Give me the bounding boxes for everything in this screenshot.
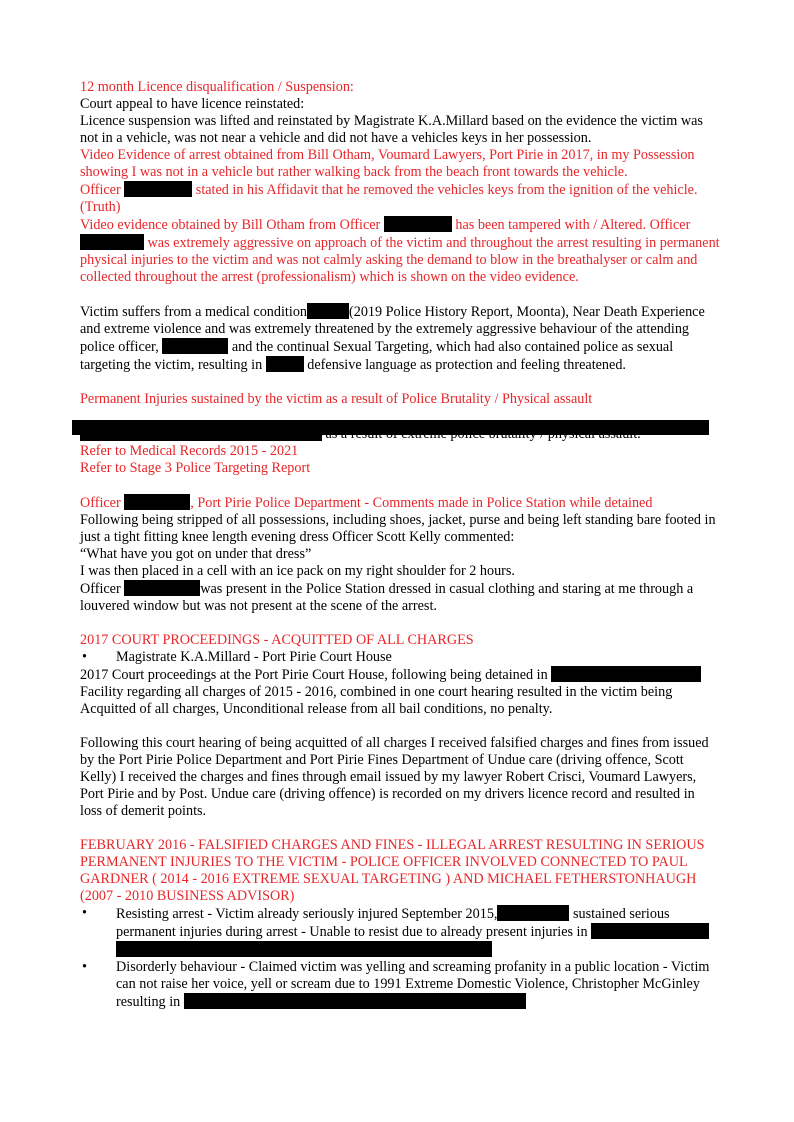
- redaction-block: [124, 580, 200, 596]
- court-text-b: Facility regarding all charges of 2015 - 2016, combined in one court hearing resulted in the victim being Acquitted of all charges, Unconditional release from all bail conditions, no penalty.: [80, 684, 673, 717]
- station-heading-a: Officer: [80, 495, 121, 511]
- february-2016-heading: FEBRUARY 2016 - FALSIFIED CHARGES AND FINES - ILLEGAL ARREST RESULTING IN SERIOUS PERMANENT INJURIES TO THE VICTIM - POLICE OFFICER INVOLVED CONNECTED TO PAUL GARDNER ( 2014 - 2016 EXTREME SEXUAL TARGETING ) AND MICHAEL FETHERSTONHAUGH (2007 - 2010 BUSINESS ADVISOR): [80, 837, 705, 904]
- police-station-heading: [80, 494, 720, 512]
- redaction-block: [497, 905, 569, 921]
- stripped-paragraph: Following being stripped of all possessions, including shoes, jacket, purse and being left standing bare footed in just a tight fitting knee length evening dress Officer Scott Kelly commented:: [80, 512, 716, 545]
- affidavit-officer-label: Officer: [80, 182, 121, 198]
- tampered-text-a: Video evidence obtained by Bill Otham from Officer: [80, 217, 381, 233]
- medical-text-b: (2019 Police History Report, Moonta), Near Death Experience and extreme violence and was extremely threatened by the extremely aggressive behaviour of the attending police officer,: [80, 304, 705, 355]
- redaction-block: [384, 216, 452, 232]
- redaction-block: [124, 494, 190, 510]
- cell-line: I was then placed in a cell with an ice pack on my right shoulder for 2 hours.: [80, 563, 515, 579]
- list-item: [80, 905, 720, 959]
- redaction-block: [184, 993, 526, 1009]
- tampered-video-paragraph: [80, 216, 720, 286]
- court-paragraph: [80, 666, 720, 718]
- tampered-text-c: was extremely aggressive on approach of the victim and throughout the arrest resulting in permanent physical injuries to the victim and was not calmly asking the demand to blow in the breathalyser or calm and collected throughout the arrest (professionalism) which is shown on the video evidence.: [80, 235, 720, 285]
- officer-present-b: was present in the Police Station dressed in casual clothing and staring at me through a louvered window but was not present at the scene of the arrest.: [80, 581, 694, 614]
- medical-condition-paragraph: [80, 303, 720, 374]
- appeal-line: Court appeal to have licence reinstated:: [80, 96, 305, 112]
- redaction-block: [116, 941, 492, 957]
- licence-heading: 12 month Licence disqualification / Suspension:: [80, 79, 354, 95]
- targeting-report-reference: Refer to Stage 3 Police Targeting Report: [80, 460, 311, 476]
- redaction-block: [591, 923, 709, 939]
- court-text-a: 2017 Court proceedings at the Port Pirie Court House, following being detained in: [80, 667, 548, 683]
- suspension-paragraph: Licence suspension was lifted and reinstated by Magistrate K.A.Millard based on the evidence the victim was not in a vehicle, was not near a vehicle and did not have a vehicles keys in her possession.: [80, 113, 703, 146]
- redaction-block: [551, 666, 701, 682]
- affidavit-text: stated in his Affidavit that he removed the vehicles keys from the ignition of the vehicle.(Truth): [80, 182, 698, 215]
- medical-text-c: and the continual Sexual Targeting, which had also contained police as sexual targeting the victim, resulting in: [80, 339, 674, 373]
- court-proceedings-heading: 2017 COURT PROCEEDINGS - ACQUITTED OF ALL CHARGES: [80, 632, 474, 648]
- redaction-block: [307, 303, 349, 319]
- redaction-block: [72, 420, 709, 435]
- injuries-heading: Permanent Injuries sustained by the victim as a result of Police Brutality / Physical assault: [80, 391, 593, 407]
- bullet-icon: •: [82, 649, 87, 665]
- redaction-block: [266, 356, 304, 372]
- medical-records-reference: Refer to Medical Records 2015 - 2021: [80, 443, 299, 459]
- officer-present-a: Officer: [80, 581, 121, 597]
- redaction-block: [162, 338, 228, 354]
- falsified-charges-paragraph: Following this court hearing of being acquitted of all charges I received falsified charges and fines from issued by the Port Pirie Police Department and Port Pirie Fines Department of Undue care (driving offence, Scott Kelly) I received the charges and fines through email issued by my lawyer Robert Crisci, Voumard Lawyers, Port Pirie and by Post. Undue care (driving offence) is recorded on my drivers licence record and resulted in loss of demerit points.: [80, 735, 709, 819]
- resisting-arrest-text-a: Resisting arrest - Victim already seriously injured September 2015,: [116, 906, 498, 922]
- officer-present-paragraph: [80, 580, 720, 615]
- bullet-icon: •: [82, 905, 87, 921]
- redaction-block: [80, 234, 144, 250]
- medical-text-d: defensive language as protection and feeling threatened.: [307, 357, 626, 373]
- list-item-text: Magistrate K.A.Millard - Port Pirie Court House: [116, 649, 392, 665]
- affidavit-paragraph: [80, 181, 720, 216]
- bullet-icon: •: [82, 959, 87, 975]
- station-heading-b: , Port Pirie Police Department - Comments made in Police Station while detained: [190, 495, 653, 511]
- comment-quote: “What have you got on under that dress”: [80, 546, 312, 562]
- resisting-arrest-text-b: sustained serious permanent injuries during arrest - Unable to resist due to already present injuries in: [116, 906, 670, 940]
- redaction-block: [124, 181, 192, 197]
- list-item: [80, 649, 720, 666]
- medical-text-a: Victim suffers from a medical condition: [80, 304, 308, 320]
- document-page: [80, 79, 720, 1011]
- list-item: [80, 959, 720, 1011]
- disorderly-text: Disorderly behaviour - Claimed victim was yelling and screaming profanity in a public location - Victim can not raise her voice, yell or scream due to 1991 Extreme Domestic Violence, Christopher McGinley resulting in: [116, 959, 710, 1010]
- tampered-text-b: has been tampered with / Altered. Officer: [455, 217, 691, 233]
- video-evidence-paragraph: Video Evidence of arrest obtained from Bill Otham, Voumard Lawyers, Port Pirie in 2017, in my Possession showing I was not in a vehicle but rather walking back from the beach front towards the vehicle.: [80, 147, 695, 180]
